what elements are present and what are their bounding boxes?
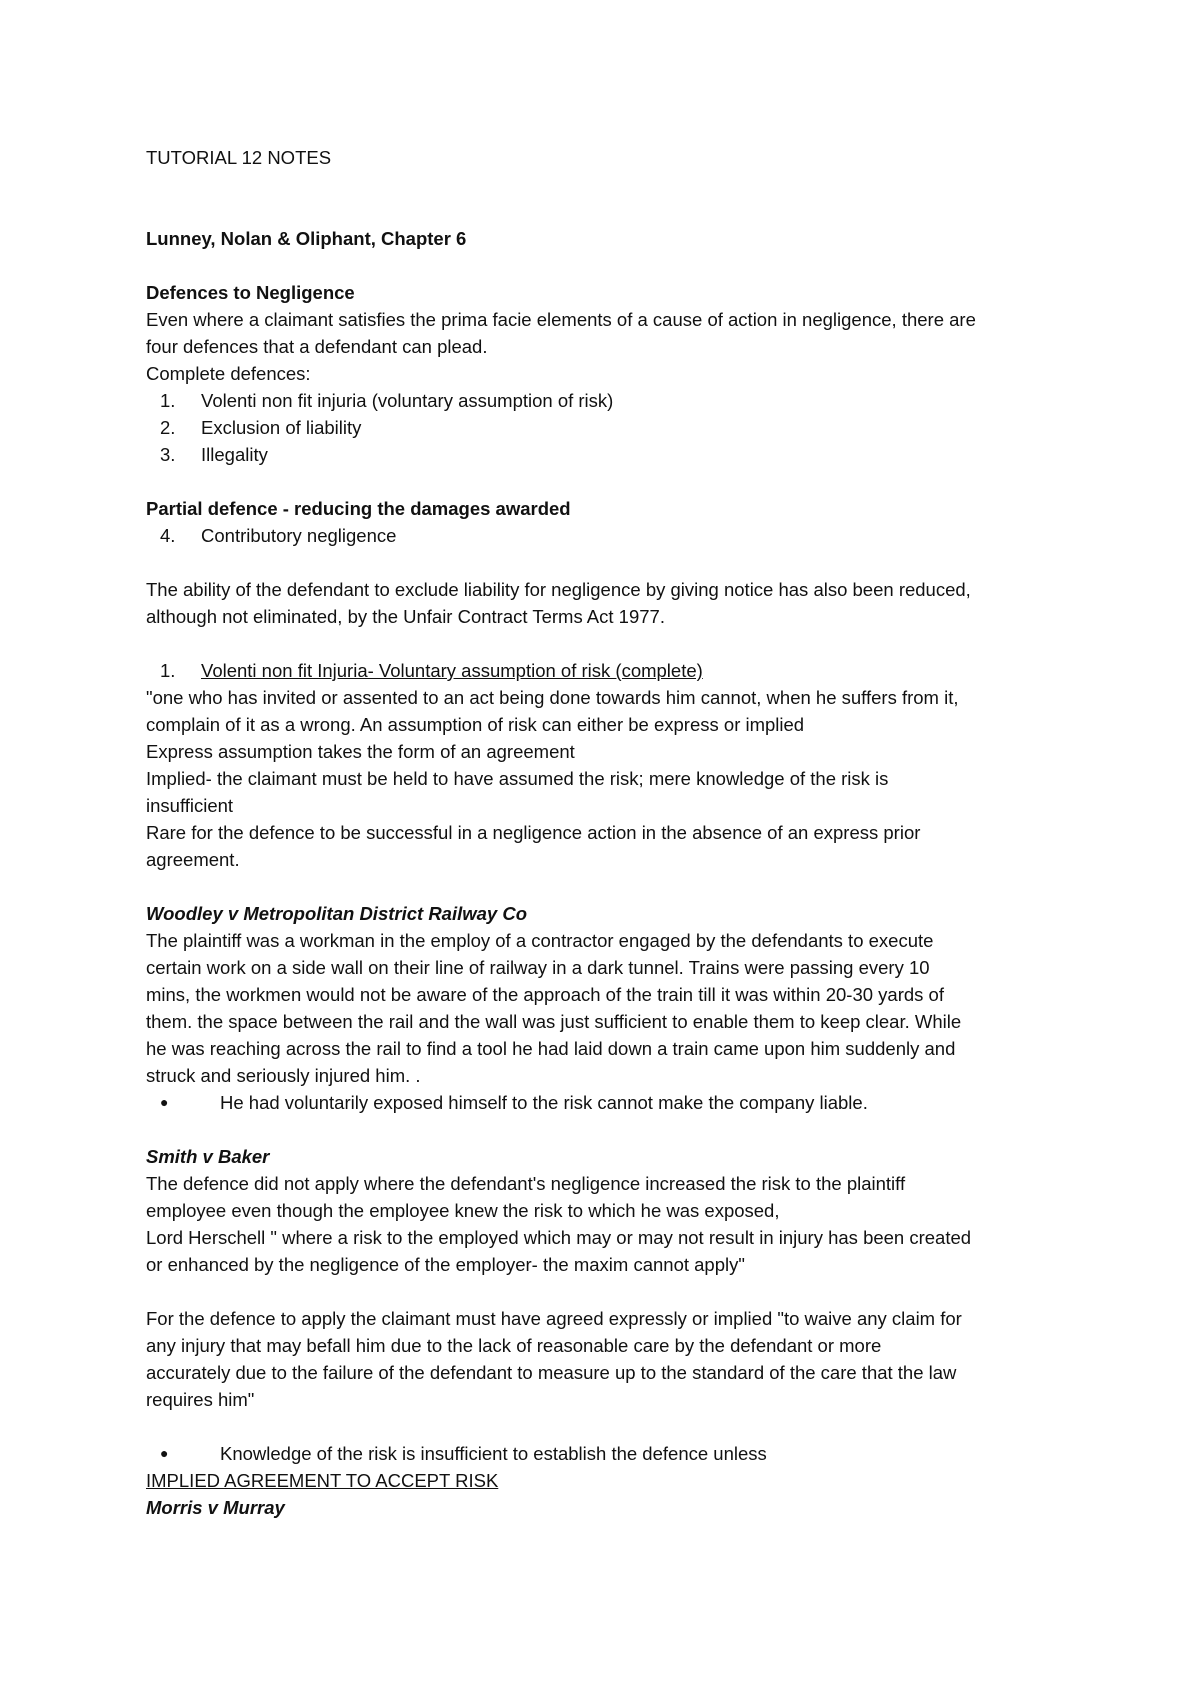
- volenti-text: complain of it as a wrong. An assumption of risk can either be express or implied: [146, 714, 805, 735]
- smith-text: employee even though the employee knew the risk to which he was exposed,: [146, 1200, 780, 1221]
- list-number: 2.: [160, 417, 176, 438]
- bullet-icon: ●: [160, 1445, 169, 1461]
- document-body: [146, 144, 1066, 1521]
- woodley-text: struck and seriously injured him. .: [146, 1065, 421, 1086]
- list-item: [146, 441, 1066, 468]
- list-number: 1.: [160, 660, 176, 681]
- volenti-text: Express assumption takes the form of an agreement: [146, 741, 575, 762]
- bullet-text: He had voluntarily exposed himself to the risk cannot make the company liable.: [220, 1092, 868, 1113]
- smith-para: For the defence to apply the claimant must have agreed expressly or implied "to waive any claim for: [146, 1308, 962, 1329]
- case-name-morris: Morris v Murray: [146, 1497, 285, 1518]
- volenti-text: insufficient: [146, 795, 234, 816]
- woodley-text: them. the space between the rail and the wall was just sufficient to enable them to keep clear. While: [146, 1011, 962, 1032]
- volenti-text: Rare for the defence to be successful in a negligence action in the absence of an express prior: [146, 822, 921, 843]
- complete-defences-label: Complete defences:: [146, 363, 311, 384]
- implied-agreement-heading: IMPLIED AGREEMENT TO ACCEPT RISK: [146, 1470, 499, 1491]
- intro-text: four defences that a defendant can plead.: [146, 336, 488, 357]
- woodley-text: The plaintiff was a workman in the employ of a contractor engaged by the defendants to execute: [146, 930, 934, 951]
- partial-defence-heading: Partial defence - reducing the damages awarded: [146, 498, 571, 519]
- list-item: [146, 387, 1066, 414]
- woodley-text: he was reaching across the rail to find a tool he had laid down a train came upon him suddenly and: [146, 1038, 956, 1059]
- list-item: [146, 522, 1066, 549]
- case-name-smith: Smith v Baker: [146, 1146, 270, 1167]
- list-text: Illegality: [201, 444, 268, 465]
- smith-text: or enhanced by the negligence of the employer- the maxim cannot apply": [146, 1254, 745, 1275]
- bullet-icon: ●: [160, 1094, 169, 1110]
- bullet-item: [146, 1089, 1066, 1116]
- defences-heading: Defences to Negligence: [146, 282, 355, 303]
- list-text: Exclusion of liability: [201, 417, 362, 438]
- smith-text: The defence did not apply where the defendant's negligence increased the risk to the plaintiff: [146, 1173, 906, 1194]
- woodley-text: mins, the workmen would not be aware of the approach of the train till it was within 20-30 yards of: [146, 984, 944, 1005]
- volenti-text: "one who has invited or assented to an act being done towards him cannot, when he suffers from it,: [146, 687, 959, 708]
- list-item: [146, 414, 1066, 441]
- intro-text: Even where a claimant satisfies the prima facie elements of a cause of action in negligence, there are: [146, 309, 976, 330]
- bullet-text: Knowledge of the risk is insufficient to establish the defence unless: [220, 1443, 767, 1464]
- bullet-item: [146, 1440, 1066, 1467]
- list-number: 1.: [160, 390, 176, 411]
- list-text: Contributory negligence: [201, 525, 397, 546]
- volenti-heading: [146, 657, 1066, 684]
- woodley-text: certain work on a side wall on their line of railway in a dark tunnel. Trains were passing every 10: [146, 957, 930, 978]
- volenti-text: Implied- the claimant must be held to have assumed the risk; mere knowledge of the risk is: [146, 768, 889, 789]
- smith-text: Lord Herschell " where a risk to the employed which may or may not result in injury has been created: [146, 1227, 972, 1248]
- list-number: 3.: [160, 444, 176, 465]
- list-number: 4.: [160, 525, 176, 546]
- ucta-text: The ability of the defendant to exclude liability for negligence by giving notice has also been reduced,: [146, 579, 971, 600]
- page-title: TUTORIAL 12 NOTES: [146, 147, 332, 168]
- smith-para: requires him": [146, 1389, 255, 1410]
- case-name-woodley: Woodley v Metropolitan District Railway Co: [146, 903, 528, 924]
- volenti-text: agreement.: [146, 849, 240, 870]
- ucta-text: although not eliminated, by the Unfair Contract Terms Act 1977.: [146, 606, 665, 627]
- volenti-heading-text: Volenti non fit Injuria- Voluntary assumption of risk (complete): [201, 660, 703, 681]
- source-reference: Lunney, Nolan & Oliphant, Chapter 6: [146, 228, 467, 249]
- smith-para: any injury that may befall him due to the lack of reasonable care by the defendant or more: [146, 1335, 882, 1356]
- list-text: Volenti non fit injuria (voluntary assumption of risk): [201, 390, 614, 411]
- smith-para: accurately due to the failure of the defendant to measure up to the standard of the care that the law: [146, 1362, 957, 1383]
